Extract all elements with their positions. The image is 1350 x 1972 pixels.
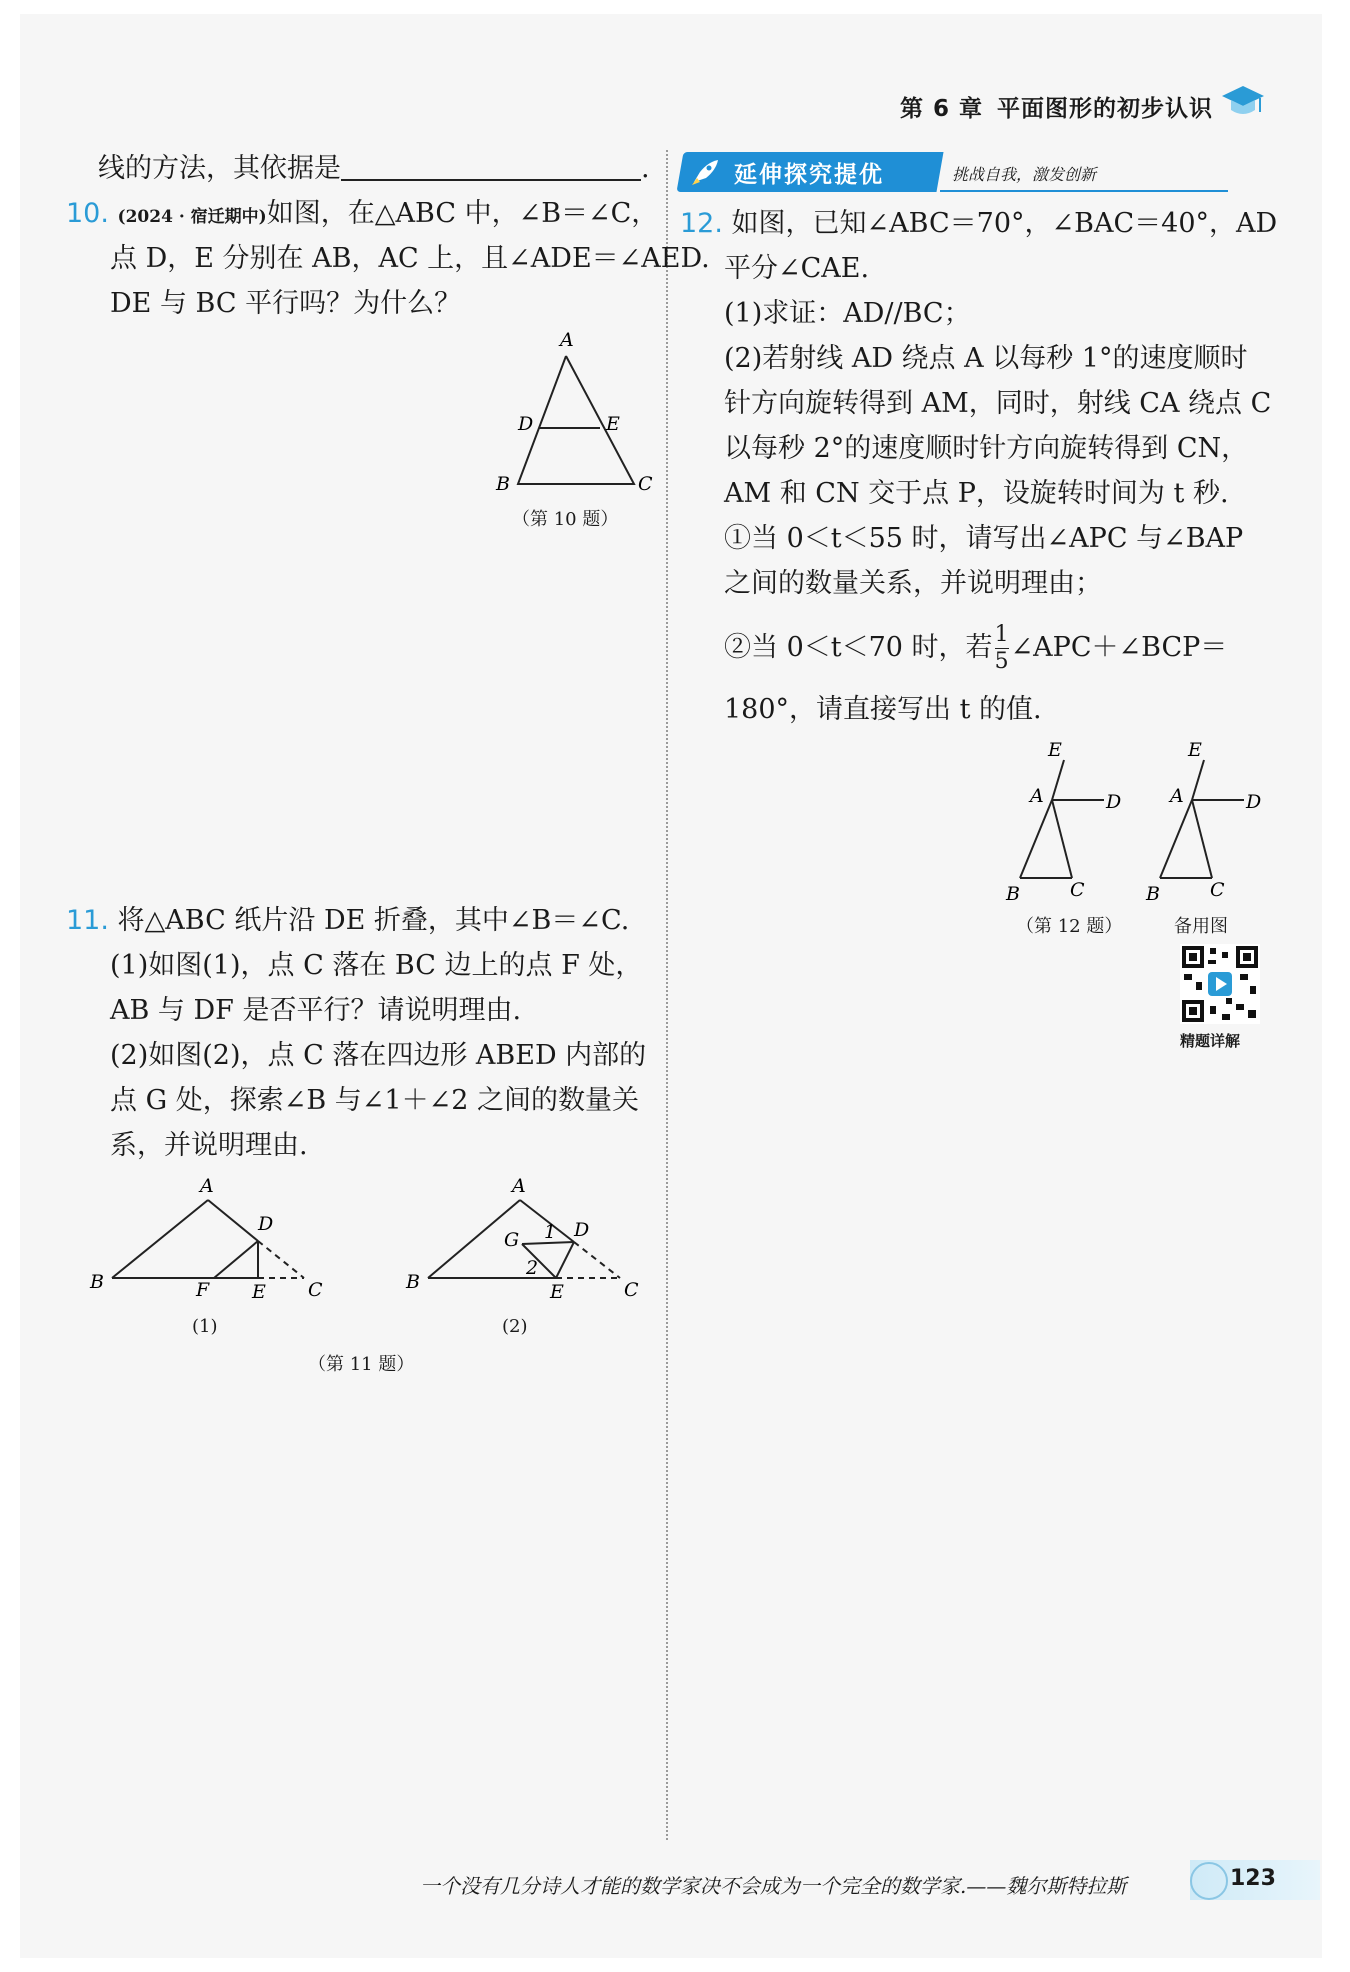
fig1-label-b: B — [90, 1271, 104, 1293]
answer-blank[interactable] — [341, 149, 641, 181]
q11-fig1-caption: (1) — [192, 1316, 218, 1337]
page-number: 123 — [1230, 1866, 1276, 1891]
q12-line-3: (1)求证：AD//BC； — [724, 298, 971, 329]
q10-figure — [480, 326, 660, 496]
q12-line-2: 平分∠CAE. — [724, 253, 870, 284]
q12-label-e: E — [1048, 739, 1062, 761]
fig1-label-a: A — [200, 1175, 214, 1197]
q10-label-b: B — [496, 473, 510, 495]
spare-label-a: A — [1170, 785, 1184, 807]
fig1-label-e: E — [252, 1281, 266, 1303]
q10-label-e: E — [606, 413, 620, 435]
q11-figure-2 — [398, 1172, 648, 1312]
column-divider — [666, 150, 668, 1840]
spare-label-d: D — [1246, 791, 1262, 813]
fig2-label-1: 1 — [544, 1221, 557, 1243]
q12-line-11: 180°，请直接写出 t 的值. — [724, 694, 1042, 725]
banner-underline — [940, 190, 1228, 192]
q12-line-6: 以每秒 2°的速度顺时针方向旋转得到 CN， — [724, 433, 1249, 464]
q12-line-7: AM 和 CN 交于点 P，设旋转时间为 t 秒. — [724, 478, 1229, 509]
q12-figure — [1000, 736, 1130, 906]
fig2-label-c: C — [624, 1279, 639, 1301]
q11-line-4: (2)如图(2)，点 C 落在四边形 ABED 内部的 — [110, 1040, 647, 1071]
q12-caption: （第 12 题） — [1016, 916, 1123, 937]
banner-subtitle: 挑战自我，激发创新 — [952, 165, 1097, 184]
fig2-label-d: D — [574, 1219, 590, 1241]
fig1-label-c: C — [308, 1279, 323, 1301]
q12-spare-caption: 备用图 — [1174, 916, 1228, 937]
q10-label-a: A — [560, 329, 574, 351]
spiral-icon — [1190, 1862, 1228, 1900]
fig2-label-a: A — [512, 1175, 526, 1197]
graduation-cap-icon — [1220, 82, 1266, 122]
banner-title: 延伸探究提优 — [734, 162, 884, 188]
fig2-label-e: E — [550, 1281, 564, 1303]
fig1-label-d: D — [258, 1213, 274, 1235]
chapter-header — [900, 90, 1213, 123]
q12-line-10: ②当 0＜t＜70 时，若 $\frac{1}{5}$ ∠APC＋∠BCP＝ — [724, 622, 1228, 674]
q12-line-1: 12. 如图，已知∠ABC＝70°，∠BAC＝40°，AD — [680, 208, 1278, 239]
q12-label-b: B — [1006, 883, 1020, 905]
q11-line-5: 点 G 处，探索∠B 与∠1＋∠2 之间的数量关 — [110, 1085, 639, 1116]
q10-label-c: C — [638, 473, 653, 495]
fraction-one-fifth: $\frac{1}{5}$ — [994, 622, 1009, 674]
q12-line-5: 针方向旋转得到 AM，同时，射线 CA 绕点 C — [724, 388, 1272, 419]
q11-line-3: AB 与 DF 是否平行？请说明理由. — [110, 995, 522, 1026]
q11-number: 11. — [66, 905, 109, 936]
chapter-number: 第 6 章 — [900, 96, 984, 122]
q10-number: 10. — [66, 198, 109, 229]
q12-line-4: (2)若射线 AD 绕点 A 以每秒 1°的速度顺时 — [724, 343, 1248, 374]
q12-line-8: ①当 0＜t＜55 时，请写出∠APC 与∠BAP — [724, 523, 1244, 554]
spare-label-c: C — [1210, 879, 1225, 901]
q11-line-2: (1)如图(1)，点 C 落在 BC 边上的点 F 处， — [110, 950, 643, 981]
q10-caption: （第 10 题） — [512, 509, 619, 530]
q11-line-1: 11. 将△ABC 纸片沿 DE 折叠，其中∠B＝∠C. — [66, 905, 630, 936]
fig1-label-f: F — [196, 1279, 210, 1301]
section-banner — [680, 152, 1228, 192]
qr-code-icon[interactable] — [1180, 944, 1260, 1024]
rocket-icon — [690, 158, 720, 186]
q12-line-9: 之间的数量关系，并说明理由； — [724, 568, 1102, 599]
fig2-label-g: G — [504, 1229, 520, 1251]
fig2-label-2: 2 — [526, 1257, 539, 1279]
chapter-topic: 平面图形的初步认识 — [997, 96, 1214, 122]
q11-fig2-caption: (2) — [502, 1316, 528, 1337]
carryover-line: 线的方法，其依据是 . — [98, 146, 650, 191]
footer-quote: 一个没有几分诗人才能的数学家决不会成为一个完全的数学家.——魏尔斯特拉斯 — [420, 1874, 1127, 1898]
q12-label-c: C — [1070, 879, 1085, 901]
q12-spare-figure — [1140, 736, 1270, 906]
qr-caption: 精题详解 — [1180, 1032, 1241, 1050]
q12-number: 12. — [680, 208, 723, 239]
q12-label-d: D — [1106, 791, 1122, 813]
spare-label-b: B — [1146, 883, 1160, 905]
q10-label-d: D — [518, 413, 534, 435]
q11-figure-1 — [82, 1172, 332, 1312]
q11-caption: （第 11 题） — [308, 1354, 415, 1375]
q10-line-1: 10. (2024 · 宿迁期中)如图，在△ABC 中，∠B＝∠C， — [66, 198, 659, 229]
spare-label-e: E — [1188, 739, 1202, 761]
fig2-label-b: B — [406, 1271, 420, 1293]
q12-label-a: A — [1030, 785, 1044, 807]
q10-line-2: 点 D，E 分别在 AB，AC 上，且∠ADE＝∠AED. — [110, 243, 710, 274]
q11-line-6: 系，并说明理由. — [110, 1130, 308, 1161]
page-number-tab — [1190, 1860, 1320, 1900]
q10-line-3: DE 与 BC 平行吗？为什么？ — [110, 288, 462, 319]
q10-source: (2024 · 宿迁期中) — [117, 207, 267, 227]
